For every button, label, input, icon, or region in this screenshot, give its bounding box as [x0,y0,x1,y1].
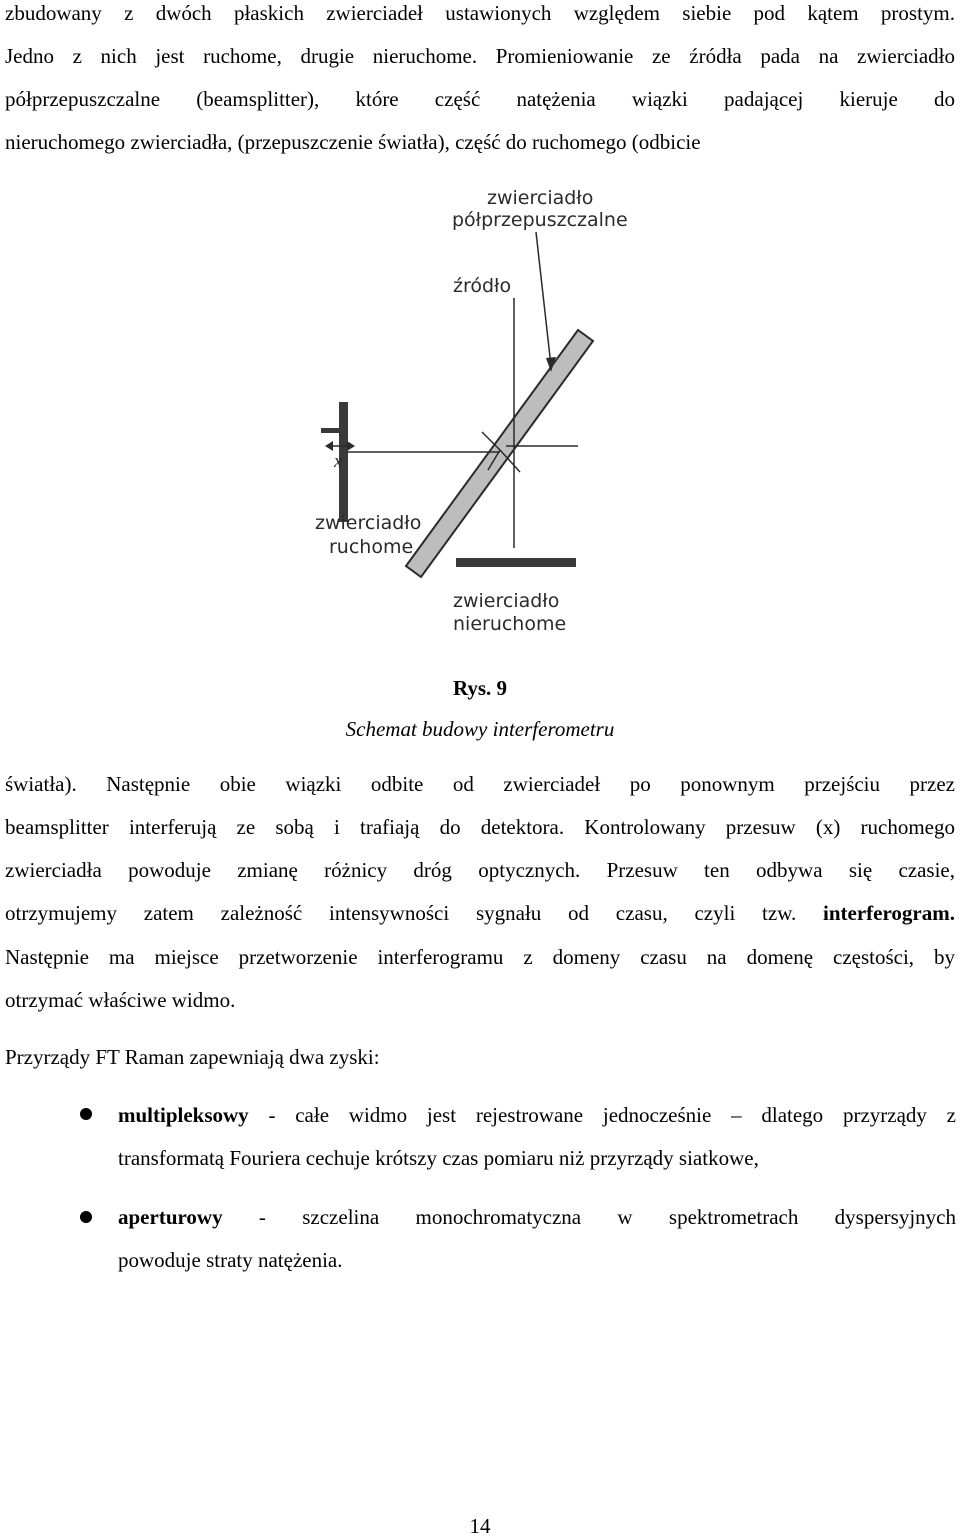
bullet-1-line-2: transformatą Fouriera cechuje krótszy czas pomiaru niż przyrządy siatkowe, [118,1146,759,1170]
moving-mirror-stem [321,428,339,433]
para1-line-2: Jedno z nich jest ruchome, drugie nieruchome. Promieniowanie ze źródła pada na zwierciadło [5,44,955,68]
bullet-2-term: aperturowy [118,1205,223,1229]
label-moving-line2: ruchome [329,536,414,558]
label-beamsplitter-line2: półprzepuszczalne [452,209,628,231]
figure-caption-subtitle: Schemat budowy interferometru [345,717,615,741]
para2-line-1: światła). Następnie obie wiązki odbite od zwierciadeł po ponownym przejściu przez [5,772,955,796]
figure-caption-title: Rys. 9 [452,676,508,700]
bullet-2-line-1 [118,1204,956,1230]
para2-line-2: beamsplitter interferują ze sobą i trafiają do detektora. Kontrolowany przesuw (x) ruchomego [5,815,955,839]
bullet-2-text: - szczelina monochromatyczna w spektrometrach dyspersyjnych [222,1205,956,1229]
fixed-mirror [456,558,576,567]
para2-line-4-text: otrzymujemy zatem zależność intensywności sygnału od czasu, czyli tzw. [5,901,824,925]
label-source: źródło [453,275,512,297]
label-fixed-line2: nieruchome [453,613,567,635]
bullet-2-line-2: powoduje straty natężenia. [118,1248,343,1272]
label-pointer [536,232,551,366]
bullet-1-line-1 [118,1102,956,1128]
bullet-icon [80,1108,92,1120]
beamsplitter-mirror [406,330,593,577]
label-x: x [334,451,343,472]
bullet-icon [80,1211,92,1223]
para2-line-4 [5,900,955,926]
para2-line-3: zwierciadła powoduje zmianę różnicy dróg optycznych. Przesuw ten odbywa się czasie, [5,858,955,882]
bullet-1-term: multipleksowy [118,1103,249,1127]
x-arrow-right-icon [347,441,355,451]
interferometer-diagram [0,0,960,660]
term-interferogram: interferogram. [823,901,955,925]
bullet-1-text: - całe widmo jest rejestrowane jednocześnie – dlatego przyrządy z [248,1103,956,1127]
para2-line-5: Następnie ma miejsce przetworzenie interferogramu z domeny czasu na domenę częstości, by [5,945,955,969]
para2-line-6: otrzymać właściwe widmo. [5,988,236,1012]
para1-line-4: nieruchomego zwierciadła, (przepuszczenie światła), część do ruchomego (odbicie [5,130,701,154]
x-arrow-left-icon [325,441,333,451]
para3-line: Przyrządy FT Raman zapewniają dwa zyski: [5,1045,380,1069]
label-fixed-line1: zwierciadło [453,590,560,612]
para1-line-1: zbudowany z dwóch płaskich zwierciadeł ustawionych względem siebie pod kątem prostym. [5,1,955,25]
para1-line-3: półprzepuszczalne (beamsplitter), które część natężenia wiązki padającej kieruje do [5,87,955,111]
page-number: 14 [469,1514,491,1538]
label-moving-line1: zwierciadło [315,512,422,534]
label-beamsplitter-line1: zwierciadło [487,187,594,209]
